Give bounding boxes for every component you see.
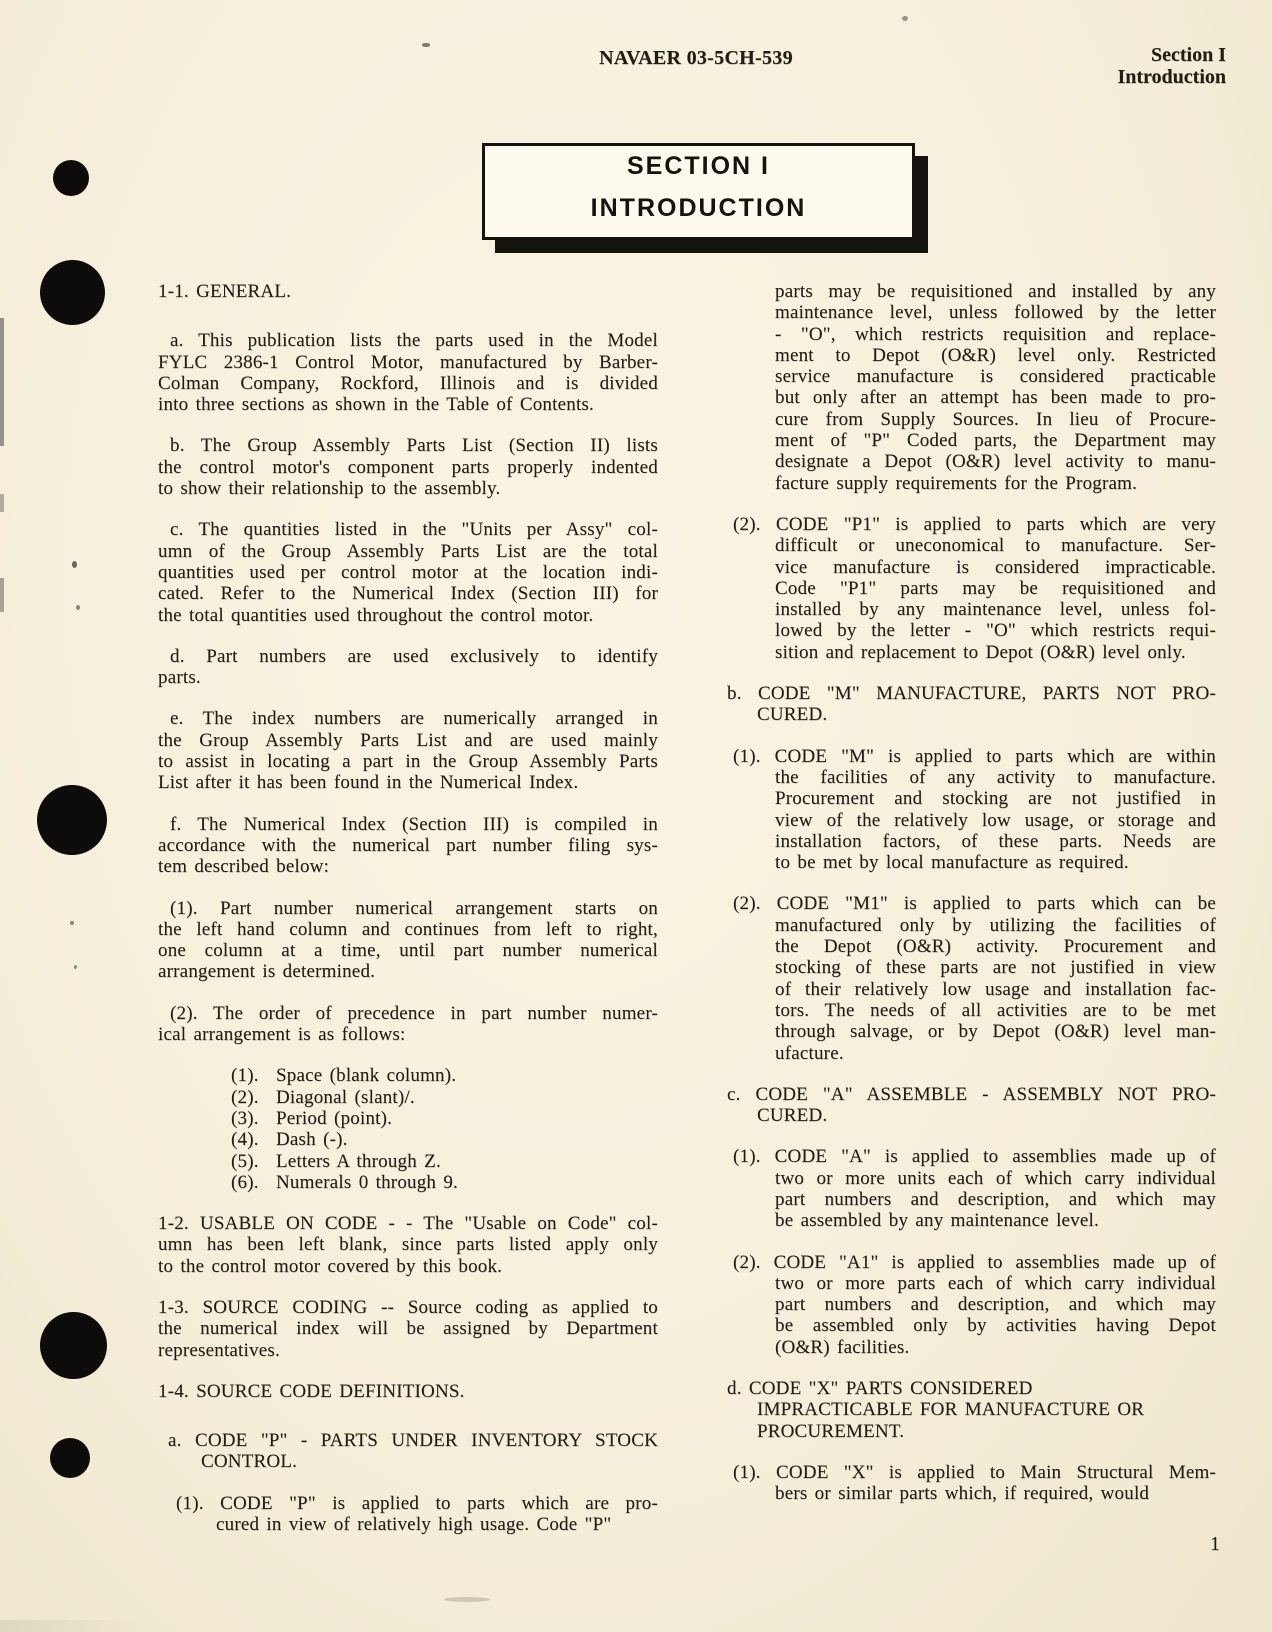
punch-hole-mark [37, 785, 107, 855]
text-line: the Group Assembly Parts List and are used mainly [158, 729, 658, 751]
section-title-box [482, 143, 915, 240]
text-line: f. The Numerical Index (Section III) is compiled in [170, 813, 658, 835]
text-line: the facilities of any activity to manufacture. [775, 766, 1216, 788]
paragraph [727, 746, 1216, 874]
text-line: accordance with the numerical part number filing sys- [158, 834, 658, 856]
paragraph [158, 898, 658, 983]
list-item [158, 1151, 658, 1172]
list-text: Numerals 0 through 9. [276, 1171, 459, 1193]
scan-edge-artifact [0, 1620, 150, 1632]
punch-hole-mark [53, 160, 89, 196]
scan-speck [76, 605, 80, 610]
header-section-block [1026, 44, 1226, 88]
text-line: into three sections as shown in the Table of Contents. [158, 394, 594, 416]
header-section-label: Section I [1151, 44, 1226, 66]
scan-smudge [444, 1597, 490, 1602]
text-line: 1-3. SOURCE CODING -- Source coding as applied to [158, 1296, 658, 1318]
list-text: Dash (-). [276, 1129, 348, 1151]
text-column-left [158, 281, 658, 1535]
list-marker: (3). [231, 1107, 259, 1129]
text-line: d. CODE "X" PARTS CONSIDERED [727, 1378, 1033, 1400]
text-line: stocking of these parts are not justified in view [775, 957, 1216, 979]
text-line: arrangement is determined. [158, 961, 376, 983]
text-line: (1). CODE "X" is applied to Main Structural Mem- [733, 1461, 1216, 1483]
text-line: sition and replacement to Depot (O&R) level only. [775, 641, 1186, 663]
text-line: part numbers and description, and which may [775, 1294, 1216, 1316]
text-line: (2). CODE "P1" is applied to parts which are very [733, 513, 1216, 535]
text-line: but only after an attempt has been made to pro- [775, 387, 1216, 409]
text-line: one column at a time, until part number numerical [158, 940, 658, 962]
paragraph [158, 1493, 658, 1536]
text-line: to the control motor covered by this book. [158, 1255, 503, 1277]
paragraph [727, 1252, 1216, 1358]
text-line: (O&R) facilities. [775, 1336, 910, 1358]
paragraph [158, 814, 658, 878]
text-line: PROCUREMENT. [757, 1420, 905, 1442]
text-line: Procurement and stocking are not justified in [775, 788, 1216, 810]
text-line: (2). CODE "A1" is applied to assemblies made up of [733, 1251, 1216, 1273]
text-line: Code "P1" parts may be requisitioned and [775, 577, 1216, 599]
scan-speck [70, 921, 74, 925]
paragraph [158, 646, 658, 689]
scan-speck [422, 43, 430, 47]
header-doc-number: NAVAER 03-5CH-539 [599, 47, 793, 69]
text-line: (1). CODE "M" is applied to parts which are within [733, 745, 1216, 767]
paragraph [158, 1065, 658, 1193]
list-text: Period (point). [276, 1107, 393, 1129]
text-line: ufacture. [775, 1042, 844, 1064]
paragraph [158, 1430, 658, 1473]
text-line: the left hand column and continues from left to right, [158, 918, 658, 940]
text-line: through salvage, or by Depot (O&R) level man- [775, 1021, 1216, 1043]
text-line: CURED. [757, 704, 828, 726]
text-line: (1). CODE "A" is applied to assemblies made up of [733, 1146, 1216, 1168]
text-line: be assembled by any maintenance level. [775, 1210, 1099, 1232]
paragraph [158, 281, 658, 302]
text-line: umn has been left blank, since parts listed apply only [158, 1234, 658, 1256]
paragraph [158, 435, 658, 499]
list-marker: (4). [231, 1129, 259, 1151]
text-line: 1-1. GENERAL. [158, 281, 292, 302]
scan-edge-artifact [0, 494, 4, 512]
text-line: to assist in locating a part in the Group Assembly Parts [158, 751, 658, 773]
text-line: ment of "P" Coded parts, the Department may [775, 430, 1216, 452]
paragraph [727, 683, 1216, 726]
text-line: ical arrangement is as follows: [158, 1024, 406, 1046]
text-line: be assembled only by activities having Depot [775, 1315, 1216, 1337]
punch-hole-mark [40, 260, 105, 325]
list-item [158, 1065, 658, 1086]
text-line: difficult or uneconomical to manufacture. Ser- [775, 535, 1216, 557]
paragraph [158, 1297, 658, 1361]
text-line: manufactured only by utilizing the facilities of [775, 914, 1216, 936]
paragraph [727, 893, 1216, 1063]
text-line: Colman Company, Rockford, Illinois and is divided [158, 372, 658, 394]
scan-edge-artifact [0, 318, 4, 446]
text-line: parts. [158, 667, 201, 689]
paragraph [158, 708, 658, 793]
text-line: tem described below: [158, 856, 330, 878]
paragraph [727, 514, 1216, 663]
list-item [158, 1129, 658, 1150]
page-number: 1 [1210, 1533, 1220, 1555]
text-line: ment to Depot (O&R) level only. Restricted [775, 344, 1216, 366]
text-line: CURED. [757, 1105, 828, 1127]
text-line: tors. The needs of all activities are to be met [775, 999, 1216, 1021]
text-line: CONTROL. [201, 1451, 298, 1473]
text-line: two or more parts each of which carry individual [775, 1272, 1216, 1294]
text-line: d. Part numbers are used exclusively to identify [170, 645, 658, 667]
section-box-title: SECTION I [626, 152, 770, 180]
text-line: a. This publication lists the parts used in the Model [170, 330, 658, 352]
text-line: List after it has been found in the Numerical Index. [158, 772, 579, 794]
list-marker: (5). [231, 1150, 259, 1172]
text-line: 1-2. USABLE ON CODE - - The "Usable on Code" col- [158, 1213, 658, 1235]
scan-speck [74, 965, 77, 969]
list-text: Space (blank column). [276, 1065, 457, 1087]
text-line: service manufacture is considered practicable [775, 366, 1216, 388]
list-marker: (1). [231, 1065, 259, 1087]
paragraph [158, 519, 658, 625]
text-line: cured in view of relatively high usage. Code "P" [216, 1514, 612, 1536]
list-marker: (2). [231, 1086, 259, 1108]
paragraph [158, 330, 658, 415]
text-line: cated. Refer to the Numerical Index (Section III) for [158, 583, 658, 605]
text-line: installed by any maintenance level, unless fol- [775, 599, 1216, 621]
text-line: (1). Part number numerical arrangement starts on [170, 897, 658, 919]
paragraph [727, 281, 1216, 494]
text-line: view of the relatively low usage, or storage and [775, 809, 1216, 831]
scan-speck [72, 561, 77, 568]
text-line: c. The quantities listed in the "Units per Assy" col- [170, 519, 658, 541]
text-line: parts may be requisitioned and installed by any [775, 281, 1216, 302]
text-line: facture supply requirements for the Program. [775, 472, 1138, 494]
text-line: lowed by the letter - "O" which restricts requi- [775, 620, 1216, 642]
text-line: b. The Group Assembly Parts List (Section II) lists [170, 435, 658, 457]
scan-edge-artifact [0, 578, 4, 612]
list-text: Letters A through Z. [276, 1150, 441, 1172]
text-line: the numerical index will be assigned by Department [158, 1318, 658, 1340]
text-line: a. CODE "P" - PARTS UNDER INVENTORY STOCK [168, 1430, 658, 1452]
text-line: quantities used per control motor at the location indi- [158, 561, 658, 583]
list-item [158, 1087, 658, 1108]
punch-hole-mark [40, 1312, 107, 1379]
text-line: - "O", which restricts requisition and replace- [775, 323, 1216, 345]
text-line: the Depot (O&R) activity. Procurement and [775, 936, 1216, 958]
header-section-sublabel: Introduction [1117, 66, 1226, 88]
list-text: Diagonal (slant)/. [276, 1086, 415, 1108]
scan-speck [902, 16, 908, 21]
text-line: cure from Supply Sources. In lieu of Procure- [775, 408, 1216, 430]
text-line: installation factors, of these parts. Needs are [775, 830, 1216, 852]
text-line: maintenance level, unless followed by the letter [775, 302, 1216, 324]
text-line: two or more units each of which carry individual [775, 1167, 1216, 1189]
text-line: designate a Depot (O&R) level activity to manu- [775, 451, 1216, 473]
paragraph [727, 1378, 1216, 1442]
text-line: c. CODE "A" ASSEMBLE - ASSEMBLY NOT PRO- [727, 1083, 1216, 1105]
text-line: b. CODE "M" MANUFACTURE, PARTS NOT PRO- [727, 683, 1216, 705]
text-line: 1-4. SOURCE CODE DEFINITIONS. [158, 1380, 465, 1402]
text-line: the control motor's component parts properly indented [158, 456, 658, 478]
text-line: vice manufacture is considered impracticable. [775, 556, 1216, 578]
text-line: representatives. [158, 1339, 280, 1361]
list-item [158, 1108, 658, 1129]
text-line: (1). CODE "P" is applied to parts which are pro- [176, 1492, 658, 1514]
text-line: to be met by local manufacture as required. [775, 852, 1129, 874]
paragraph [158, 1381, 658, 1402]
text-line: FYLC 2386-1 Control Motor, manufactured by Barber- [158, 351, 658, 373]
text-line: (2). CODE "M1" is applied to parts which can be [733, 893, 1216, 915]
paragraph [727, 1084, 1216, 1127]
section-box-subtitle: INTRODUCTION [590, 194, 807, 222]
paragraph [727, 1462, 1216, 1505]
text-line: umn of the Group Assembly Parts List are the total [158, 540, 658, 562]
text-line: e. The index numbers are numerically arranged in [170, 708, 658, 730]
text-line: (2). The order of precedence in part number numer- [170, 1002, 658, 1024]
punch-hole-mark [50, 1438, 90, 1478]
paragraph [727, 1146, 1216, 1231]
text-line: bers or similar parts which, if required, would [775, 1483, 1150, 1505]
list-marker: (6). [231, 1171, 259, 1193]
text-line: the total quantities used throughout the control motor. [158, 604, 594, 626]
list-item [158, 1172, 658, 1193]
text-line: IMPRACTICABLE FOR MANUFACTURE OR [757, 1399, 1145, 1421]
text-line: to show their relationship to the assembly. [158, 478, 501, 500]
paragraph [158, 1213, 658, 1277]
text-line: part numbers and description, and which may [775, 1188, 1216, 1210]
text-line: of their relatively low usage and installation fac- [775, 978, 1216, 1000]
paragraph [158, 1003, 658, 1046]
text-column-right [727, 281, 1216, 1505]
